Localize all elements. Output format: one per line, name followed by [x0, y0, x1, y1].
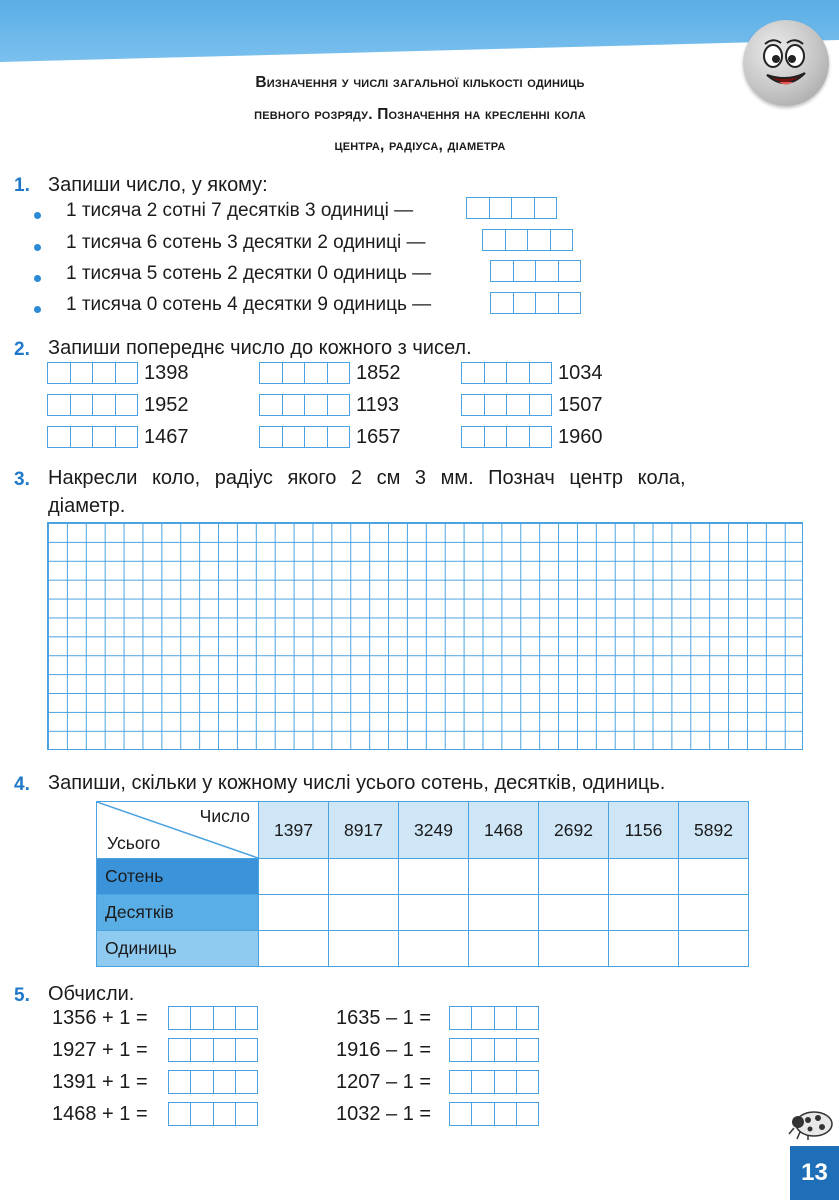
answer-cells[interactable]: [168, 1102, 258, 1126]
column-header: 1468: [469, 802, 539, 859]
answer-cells[interactable]: [449, 1102, 539, 1126]
answer-cell[interactable]: [679, 931, 749, 967]
bullet-icon: [34, 244, 41, 251]
task1-item: 1 тисяча 5 сотень 2 десятки 0 одиниць —: [66, 263, 432, 284]
answer-cells[interactable]: [47, 362, 138, 384]
page-title-line1: Визначення у числі загальної кількості одиниць: [255, 74, 585, 91]
answer-cell[interactable]: [259, 931, 329, 967]
expression: 1927 + 1 =: [52, 1039, 148, 1061]
task1-item: 1 тисяча 2 сотні 7 десятків 3 одиниці —: [66, 200, 414, 221]
answer-cell[interactable]: [679, 895, 749, 931]
row-label-hundreds: Сотень: [97, 859, 259, 895]
column-header: 1156: [609, 802, 679, 859]
answer-cell[interactable]: [329, 895, 399, 931]
answer-cell[interactable]: [539, 859, 609, 895]
corner-label-total: Усього: [107, 833, 161, 853]
answer-cells[interactable]: [490, 292, 581, 314]
column-header: 8917: [329, 802, 399, 859]
task1-prompt: Запиши число, у якому:: [48, 174, 268, 196]
task2-number-value: 1034: [558, 362, 603, 384]
task2-number-value: 1852: [356, 362, 401, 384]
answer-cells[interactable]: [449, 1038, 539, 1062]
task2-number-value: 1398: [144, 362, 189, 384]
task2-number-value: 1193: [356, 394, 400, 416]
answer-cell[interactable]: [679, 859, 749, 895]
smiley-icon: [743, 20, 829, 106]
bullet-icon: [34, 275, 41, 282]
answer-cell[interactable]: [259, 895, 329, 931]
expression: 1032 – 1 =: [336, 1103, 432, 1125]
answer-cells[interactable]: [47, 394, 138, 416]
task2-number-value: 1507: [558, 394, 603, 416]
counts-table: [96, 801, 749, 967]
task5-prompt: Обчисли.: [48, 983, 135, 1005]
answer-cells[interactable]: [461, 362, 552, 384]
answer-cells[interactable]: [490, 260, 581, 282]
answer-cells[interactable]: [466, 197, 557, 219]
corner-label-number: Число: [199, 806, 250, 826]
answer-cell[interactable]: [469, 931, 539, 967]
table-row: [97, 895, 749, 931]
task4-number: 4.: [14, 774, 30, 795]
answer-cells[interactable]: [449, 1006, 539, 1030]
answer-cell[interactable]: [399, 931, 469, 967]
row-label-tens: Десятків: [97, 895, 259, 931]
answer-cells[interactable]: [449, 1070, 539, 1094]
answer-cell[interactable]: [329, 931, 399, 967]
task1-number: 1.: [14, 175, 30, 196]
bullet-icon: [34, 306, 41, 313]
answer-cells[interactable]: [259, 394, 350, 416]
task3-number: 3.: [14, 469, 30, 490]
answer-cell[interactable]: [329, 859, 399, 895]
column-header: 1397: [259, 802, 329, 859]
drawing-grid[interactable]: [47, 522, 803, 750]
answer-cell[interactable]: [609, 895, 679, 931]
task4-prompt: Запиши, скільки у кожному числі усього сотень, десятків, одиниць.: [48, 772, 666, 794]
expression: 1391 + 1 =: [52, 1071, 148, 1093]
column-header: 3249: [399, 802, 469, 859]
expression: 1916 – 1 =: [336, 1039, 432, 1061]
column-header: 5892: [679, 802, 749, 859]
answer-cell[interactable]: [539, 895, 609, 931]
task2-prompt: Запиши попереднє число до кожного з чисел.: [48, 337, 472, 359]
expression: 1207 – 1 =: [336, 1071, 432, 1093]
answer-cells[interactable]: [168, 1038, 258, 1062]
table-row: [97, 859, 749, 895]
expression: 1635 – 1 =: [336, 1007, 432, 1029]
answer-cells[interactable]: [47, 426, 138, 448]
page-title-line3: центра, радіуса, діаметра: [334, 137, 506, 154]
bullet-icon: [34, 212, 41, 219]
task2-number: 2.: [14, 339, 30, 360]
ladybug-icon: [788, 1108, 834, 1140]
expression: 1468 + 1 =: [52, 1103, 148, 1125]
answer-cells[interactable]: [168, 1006, 258, 1030]
answer-cell[interactable]: [259, 859, 329, 895]
answer-cells[interactable]: [461, 426, 552, 448]
answer-cell[interactable]: [469, 859, 539, 895]
answer-cell[interactable]: [469, 895, 539, 931]
table-row: [97, 931, 749, 967]
answer-cells[interactable]: [168, 1070, 258, 1094]
task2-number-value: 1952: [144, 394, 189, 416]
answer-cells[interactable]: [259, 362, 350, 384]
page-title-line2: певного розряду. Позначення на кресленні кола: [254, 106, 586, 123]
table-corner-cell: [97, 802, 259, 859]
task1-item: 1 тисяча 0 сотень 4 десятки 9 одиниць —: [66, 294, 432, 315]
answer-cell[interactable]: [399, 859, 469, 895]
column-header: 2692: [539, 802, 609, 859]
answer-cell[interactable]: [609, 931, 679, 967]
answer-cells[interactable]: [482, 229, 573, 251]
answer-cell[interactable]: [539, 931, 609, 967]
task3-prompt: Накресли коло, радіус якого 2 см 3 мм. Познач центр кола,: [48, 467, 686, 489]
task5-number: 5.: [14, 985, 30, 1006]
task2-number-value: 1467: [144, 426, 189, 448]
row-label-units: Одиниць: [97, 931, 259, 967]
answer-cells[interactable]: [461, 394, 552, 416]
page-number: 13: [790, 1146, 839, 1200]
task2-number-value: 1960: [558, 426, 603, 448]
task3-prompt-cont: діаметр.: [48, 495, 126, 517]
expression: 1356 + 1 =: [52, 1007, 148, 1029]
task2-number-value: 1657: [356, 426, 401, 448]
answer-cell[interactable]: [399, 895, 469, 931]
answer-cells[interactable]: [259, 426, 350, 448]
answer-cell[interactable]: [609, 859, 679, 895]
task1-item: 1 тисяча 6 сотень 3 десятки 2 одиниці —: [66, 232, 426, 253]
